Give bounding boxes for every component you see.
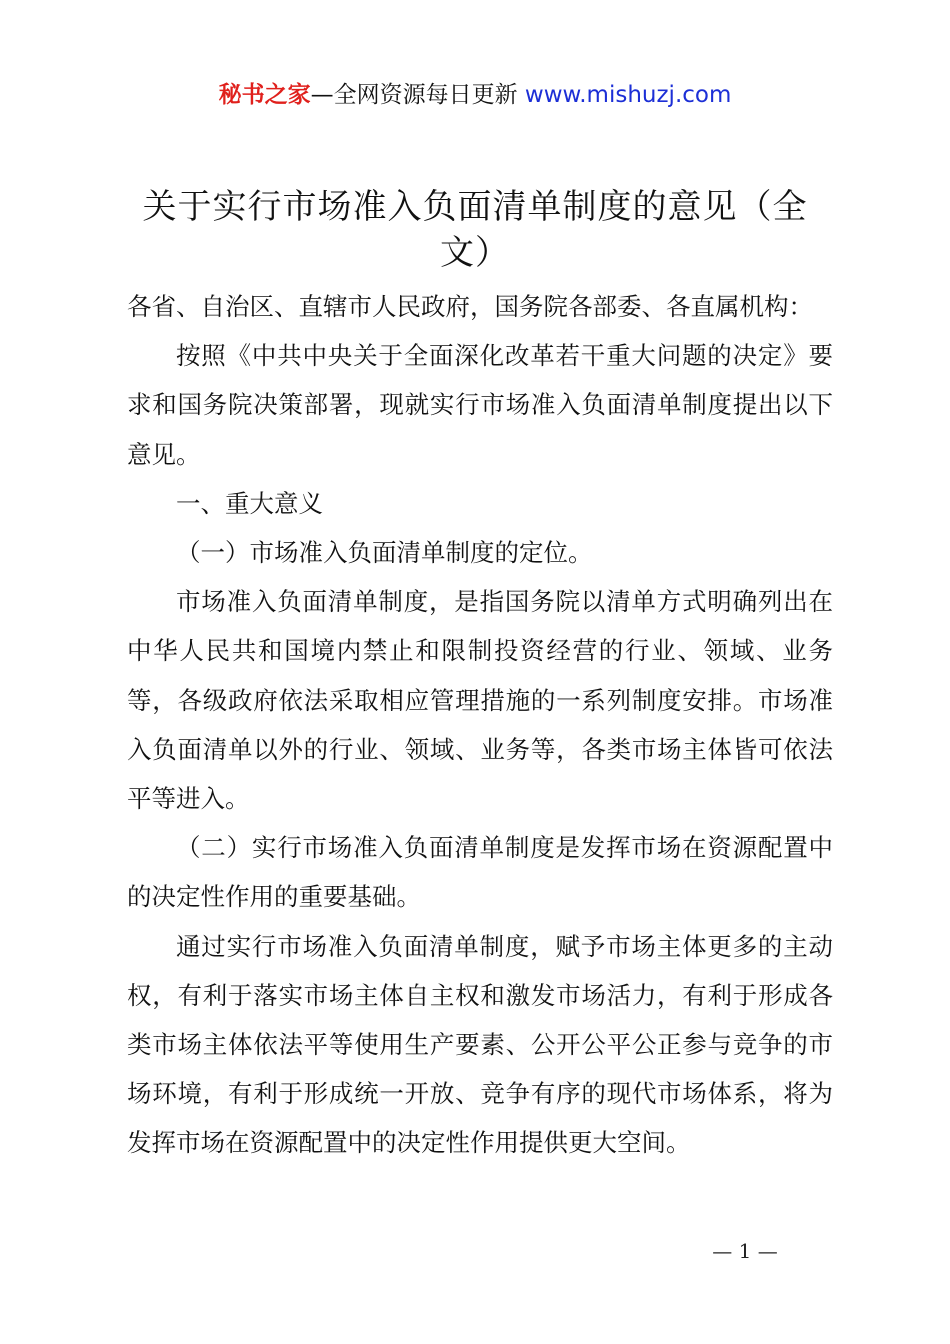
subsection-heading-positioning: （一）市场准入负面清单制度的定位。	[176, 538, 593, 568]
paragraph-intro: 按照《中共中央关于全面深化改革若干重大问题的决定》要求和国务院决策部署，现就实行市场准入负面清单制度提出以下意见。	[127, 341, 833, 469]
document-body	[127, 282, 833, 1168]
paragraph-definition: 市场准入负面清单制度，是指国务院以清单方式明确列出在中华人民共和国境内禁止和限制投资经营的行业、领域、业务等，各级政府依法采取相应管理措施的一系列制度安排。市场准入负面清单以外的行业、领域、业务等，各类市场主体皆可依法平等进入。	[127, 587, 833, 814]
salutation: 各省、自治区、直辖市人民政府，国务院各部委、各直属机构：	[127, 292, 813, 321]
subsection-heading-foundation: （二）实行市场准入负面清单制度是发挥市场在资源配置中的决定性作用的重要基础。	[127, 833, 833, 912]
page-number: — 1 —	[712, 1239, 778, 1263]
site-banner	[0, 78, 950, 112]
site-tagline: —全网资源每日更新	[310, 82, 525, 108]
site-brand-name: 秘书之家	[218, 82, 311, 108]
document-title: 关于实行市场准入负面清单制度的意见（全文）	[142, 187, 808, 273]
paragraph-benefits: 通过实行市场准入负面清单制度，赋予市场主体更多的主动权，有利于落实市场主体自主权和激发市场活力，有利于形成各类市场主体依法平等使用生产要素、公开公平公正参与竞争的市场环境，有利于形成统一开放、竞争有序的现代市场体系，将为发挥市场在资源配置中的决定性作用提供更大空间。	[127, 931, 833, 1158]
section-heading-significance: 一、重大意义	[176, 488, 323, 518]
site-url-link[interactable]: www.mishuzj.com	[524, 82, 732, 108]
